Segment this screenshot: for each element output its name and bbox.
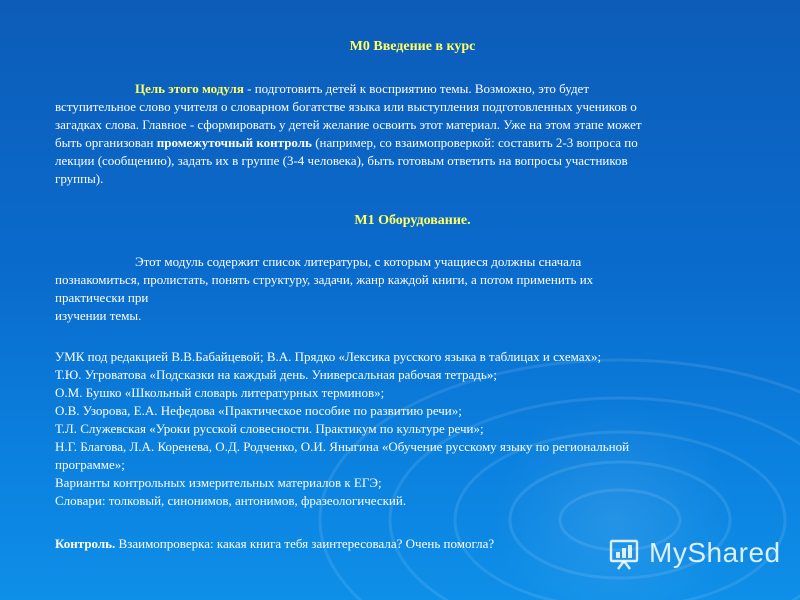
equipment-paragraph [55,253,770,325]
list-item: Т.Л. Служевская «Уроки русской словесности. Практикум по культуре речи»; [55,421,484,436]
list-item: Н.Г. Благова, Л.А. Коренева, О.Д. Родченко, О.И. Яныгина «Обучение русскому языку по региональной [55,439,630,454]
goal-line-4: быть организован промежуточный контроль (например, со взаимопроверкой: составить 2-3 вопроса по [55,135,638,150]
equip-line-4: изучении темы. [55,308,142,323]
goal-line-1: Цель этого модуля - подготовить детей к восприятию темы. Возможно, это будет [135,81,590,96]
goal-line-2: вступительное слово учителя о словарном богатстве языка или выступления подготовленных учеников о [55,99,637,114]
list-item: О.М. Бушко «Школьный словарь литературных терминов»; [55,385,385,400]
control-label: Контроль. [55,536,116,551]
module-m1-title: М1 Оборудование. [354,213,471,228]
module-m0-title: М0 Введение в курс [349,39,476,54]
list-item: О.В. Узорова, Е.А. Нефедова «Практическое пособие по развитию речи»; [55,403,462,418]
logo-text: MyShared [649,537,781,568]
myshared-logo [607,535,782,575]
goal-line-5: лекции (сообщению), задать их в группе (3-4 человека), быть готовым ответить на вопросы участников [55,153,628,168]
list-item: Варианты контрольных измерительных материалов к ЕГЭ; [55,475,382,490]
equip-line-3: практически при [55,290,149,305]
goal-paragraph [55,80,770,188]
equip-line-1: Этот модуль содержит список литературы, с которым учащиеся должны сначала [135,254,582,269]
list-item: Словари: толковый, синонимов, антонимов, фразеологический. [55,493,407,508]
list-item: Т.Ю. Угроватова «Подсказки на каждый день. Универсальная рабочая тетрадь»; [55,367,497,382]
list-item: УМК под редакцией В.В.Бабайцевой; В.А. Прядко «Лексика русского языка в таблицах и схемах»; [55,349,602,364]
goal-label: Цель этого модуля [135,81,244,96]
control-text: Взаимопроверка: какая книга тебя заинтересовала? Очень помогла? [115,536,495,551]
goal-line-3: загадках слова. Главное - сформировать у детей желание освоить этот материал. Уже на этом этапе может [55,117,642,132]
book-list [55,348,770,510]
equip-line-2: познакомиться, пролистать, понять структуру, задачи, жанр каждой книги, а потом применить их [55,272,594,287]
presentation-board-icon [607,535,645,573]
intermediate-control-term: промежуточный контроль [156,135,312,150]
goal-line-6: группы). [55,171,104,186]
list-item: программе»; [55,457,125,472]
